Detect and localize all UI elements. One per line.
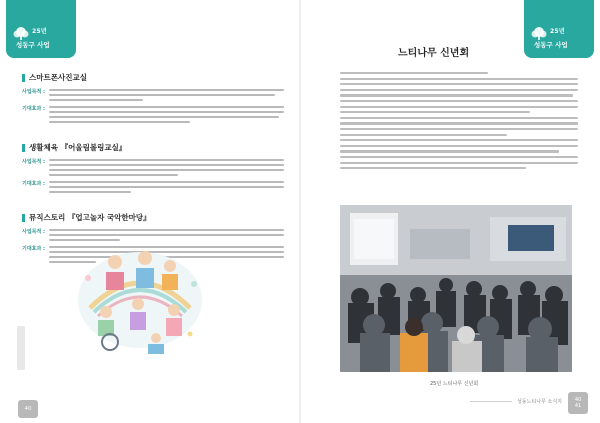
effect-label: 기대효과 : bbox=[22, 180, 46, 187]
left-page-number: 40 bbox=[18, 400, 38, 418]
purpose-label: 사업목적 : bbox=[22, 89, 46, 95]
tree-logo-icon bbox=[12, 26, 30, 40]
tree-logo-icon bbox=[530, 26, 548, 40]
purpose-row bbox=[22, 158, 284, 176]
title-bar-icon bbox=[22, 144, 25, 152]
right-page-number: 40 41 bbox=[568, 392, 588, 414]
section-title: 스마트폰사진교실 bbox=[22, 72, 284, 83]
side-index-tab bbox=[17, 326, 25, 370]
purpose-text bbox=[49, 158, 284, 176]
effect-label: 기대효과 : bbox=[22, 246, 46, 253]
article-body bbox=[340, 72, 578, 169]
left-header-tab bbox=[6, 0, 76, 58]
section-smartphone-photo bbox=[22, 72, 284, 127]
effect-label: 기대효과 : bbox=[22, 106, 46, 113]
section-title: 생활체육 『어울림볼링교실』 bbox=[22, 142, 284, 153]
header-year: 25년 bbox=[550, 28, 565, 35]
purpose-text bbox=[49, 88, 284, 101]
page-gutter bbox=[299, 0, 301, 423]
right-header-tab bbox=[524, 0, 594, 58]
footer-text: 성동느티나무 소식지 bbox=[516, 399, 562, 405]
community-illustration bbox=[70, 238, 210, 356]
effect-row bbox=[22, 105, 284, 123]
title-bar-icon bbox=[22, 74, 25, 82]
footer-divider bbox=[470, 401, 512, 402]
effect-text bbox=[49, 105, 284, 123]
footer bbox=[470, 398, 562, 405]
effect-text bbox=[49, 180, 284, 193]
title-bar-icon bbox=[22, 214, 25, 222]
header-program: 성동구 사업 bbox=[534, 41, 568, 49]
page-title: 느티나무 신년회 bbox=[398, 48, 470, 59]
header-program: 성동구 사업 bbox=[16, 41, 50, 49]
purpose-row bbox=[22, 88, 284, 101]
section-title: 뮤직스토리 『업고놀자 국악한마당』 bbox=[22, 212, 284, 223]
photo-caption: 25년 느티나무 신년회 bbox=[430, 381, 479, 387]
header-year: 25년 bbox=[32, 28, 47, 35]
purpose-label: 사업목적 : bbox=[22, 229, 46, 235]
section-bowling bbox=[22, 142, 284, 197]
purpose-label: 사업목적 : bbox=[22, 159, 46, 165]
effect-row bbox=[22, 180, 284, 193]
event-photo bbox=[340, 205, 572, 372]
